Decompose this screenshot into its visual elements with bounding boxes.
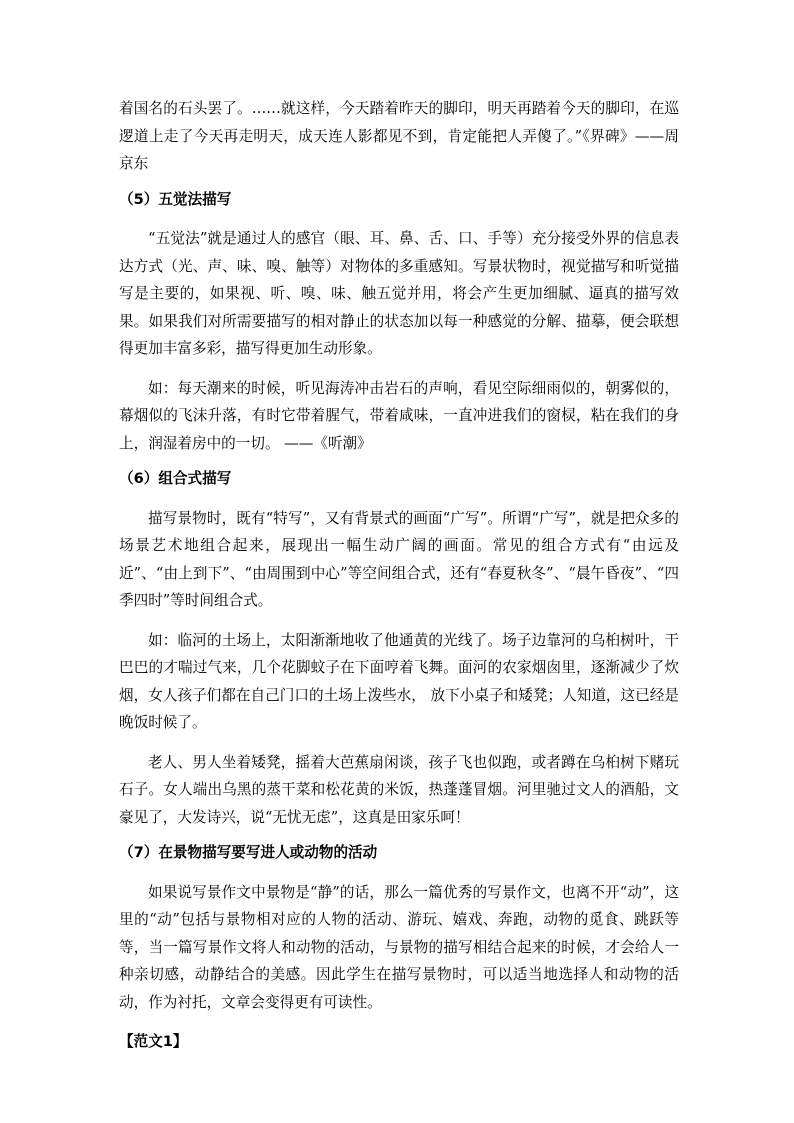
section-heading-7: （7）在景物描写要写进人或动物的活动 (119, 844, 378, 861)
five-senses-example-paragraph: 如：每天潮来的时候，听见海涛冲击岩石的声响，看见空际细雨似的，朝雾似的，幕烟似的飞沫升落，有时它带着腥气，带着咸味，一直冲进我们的窗棂，粘在我们的身上，润湿着房中的一切。 ——《听潮》 (119, 379, 679, 452)
five-senses-explanation-paragraph: “五觉法”就是通过人的感官（眼、耳、鼻、舌、口、手等）充分接受外界的信息表达方式（光、声、味、嗅、触等）对物体的多重感知。写景状物时，视觉描写和听觉描写是主要的，如果视、听、嗅、味、触五觉并用，将会产生更加细腻、逼真的描写效果。如果我们对所需要描写的相对静止的状态加以每一种感觉的分解、描摹，便会联想得更加丰富多彩，描写得更加生动形象。 (119, 230, 679, 357)
section-heading-5: （5）五觉法描写 (119, 190, 232, 208)
document-body (119, 95, 679, 1056)
activity-description-paragraph: 如果说写景作文中景物是“静”的话，那么一篇优秀的写景作文，也离不开“动”，这里的“动”包括与景物相对应的人物的活动、游玩、嬉戏、奔跑，动物的觅食、跳跃等等，当一篇写景作文将人和动物的活动，与景物的描写相结合起来的时候，才会给人一种亲切感，动静结合的美感。因此学生在描写景物时，可以适当地选择人和动物的活动，作为衬托，文章会变得更有可读性。 (119, 883, 679, 1011)
combined-description-example-continued-paragraph: 老人、男人坐着矮凳，摇着大芭蕉扇闲谈，孩子飞也似跑，或者蹲在乌桕树下赌玩石子。女人端出乌黑的蒸干菜和松花黄的米饭，热蓬蓬冒烟。河里驰过文人的酒船，文豪见了，大发诗兴，说“无忧无虑”，这真是田家乐呵！ (119, 753, 679, 826)
combined-description-explanation-paragraph: 描写景物时，既有“特写”，又有背景式的画面“广写”。所谓“广写”，就是把众多的场景艺术地组合起来，展现出一幅生动广阔的画面。常见的组合方式有“由远及近”、“由上到下”、“由周围到中心”等空间组合式，还有“春夏秋冬”、“晨午昏夜”、“四季四时”等时间组合式。 (119, 509, 679, 609)
sample-essay-heading: 【范文1】 (119, 1033, 188, 1050)
section-heading-6: （6）组合式描写 (119, 470, 232, 487)
continued-quote-paragraph: 着国名的石头罢了。……就这样，今天踏着昨天的脚印，明天再踏着今天的脚印，在巡逻道上走了今天再走明天，成天连人影都见不到，肯定能把人弄傻了。”《界碑》——周京东 (119, 100, 679, 172)
combined-description-example-paragraph: 如：临河的土场上，太阳渐渐地收了他通黄的光线了。场子边靠河的乌桕树叶，干巴巴的才喘过气来，几个花脚蚊子在下面哼着飞舞。面河的农家烟囱里，逐渐减少了炊烟，女人孩子们都在自己门口的土场上泼些水， 放下小桌子和矮凳；人知道，这已经是晚饭时候了。 (119, 631, 679, 731)
